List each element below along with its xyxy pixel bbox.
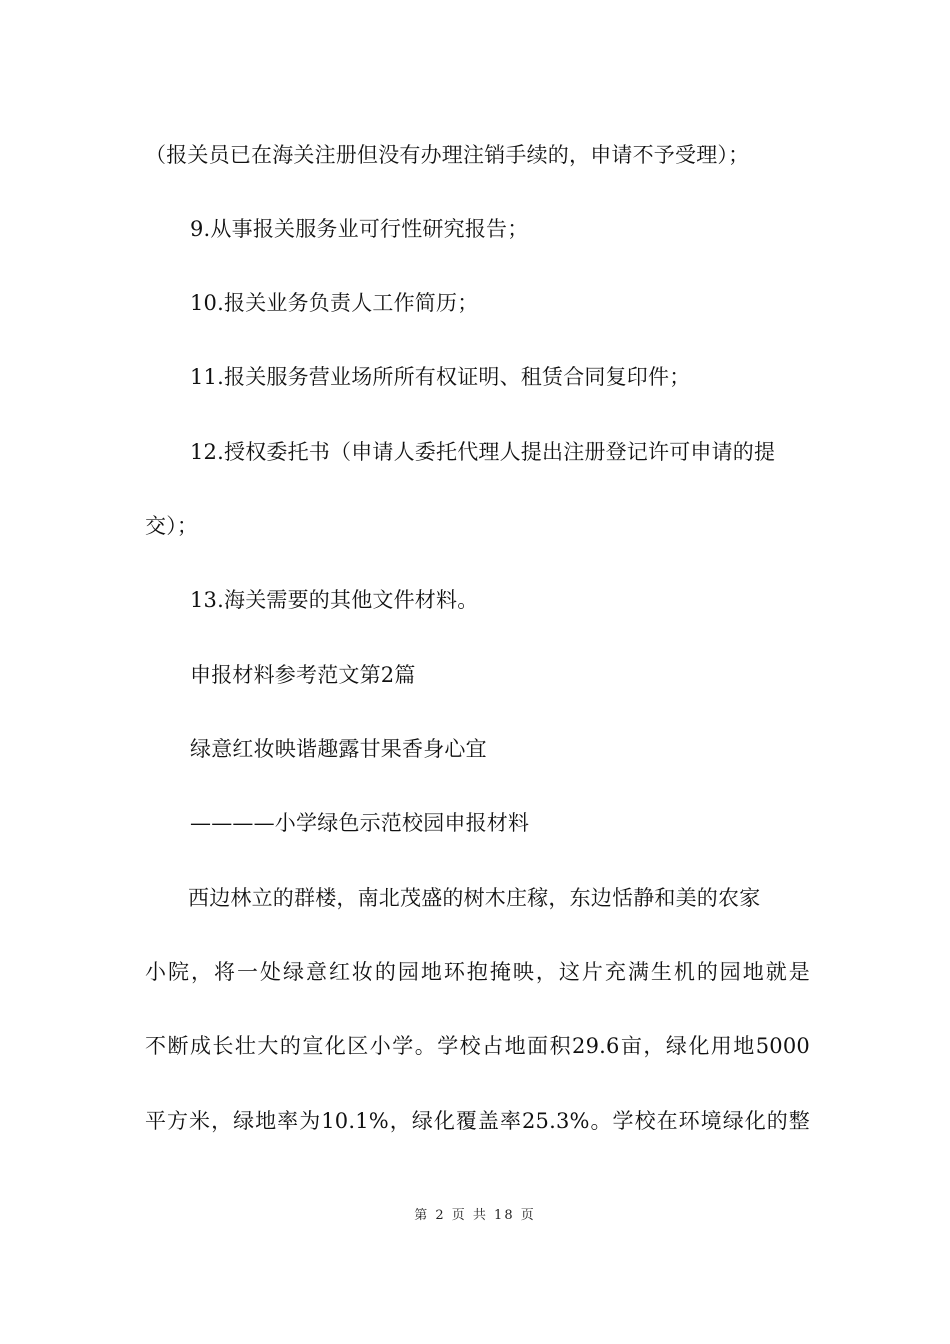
list-item-13: 13.海关需要的其他文件材料。 bbox=[190, 588, 479, 612]
paragraph-line-3: 不断成长壮大的宣化区小学。学校占地面积29.6亩，绿化用地5000 bbox=[145, 1034, 810, 1058]
section-heading: 申报材料参考范文第2篇 bbox=[190, 663, 416, 687]
paragraph-line-4: 平方米，绿地率为10.1%，绿化覆盖率25.3%。学校在环境绿化的整 bbox=[145, 1109, 810, 1133]
paragraph-line-2: 小院，将一处绿意红妆的园地环抱掩映，这片充满生机的园地就是 bbox=[145, 960, 810, 984]
page-number-footer: 第 2 页 共 18 页 bbox=[414, 1208, 536, 1223]
list-item-9: 9.从事报关服务业可行性研究报告； bbox=[190, 217, 529, 241]
list-item-11: 11.报关服务营业场所所有权证明、租赁合同复印件； bbox=[190, 365, 691, 389]
list-item-12-continued: 交）； bbox=[145, 514, 199, 538]
article-title: 绿意红妆映谐趣露甘果香身心宜 bbox=[190, 737, 487, 761]
list-item-10: 10.报关业务负责人工作简历； bbox=[190, 291, 479, 315]
list-item-12: 12.授权委托书（申请人委托代理人提出注册登记许可申请的提 bbox=[190, 440, 776, 464]
text-line-1: （报关员已在海关注册但没有办理注销手续的，申请不予受理）； bbox=[145, 143, 750, 167]
article-subtitle: ————小学绿色示范校园申报材料 bbox=[190, 811, 530, 835]
paragraph-line-1: 西边林立的群楼，南北茂盛的树木庄稼，东边恬静和美的农家 bbox=[188, 886, 761, 910]
